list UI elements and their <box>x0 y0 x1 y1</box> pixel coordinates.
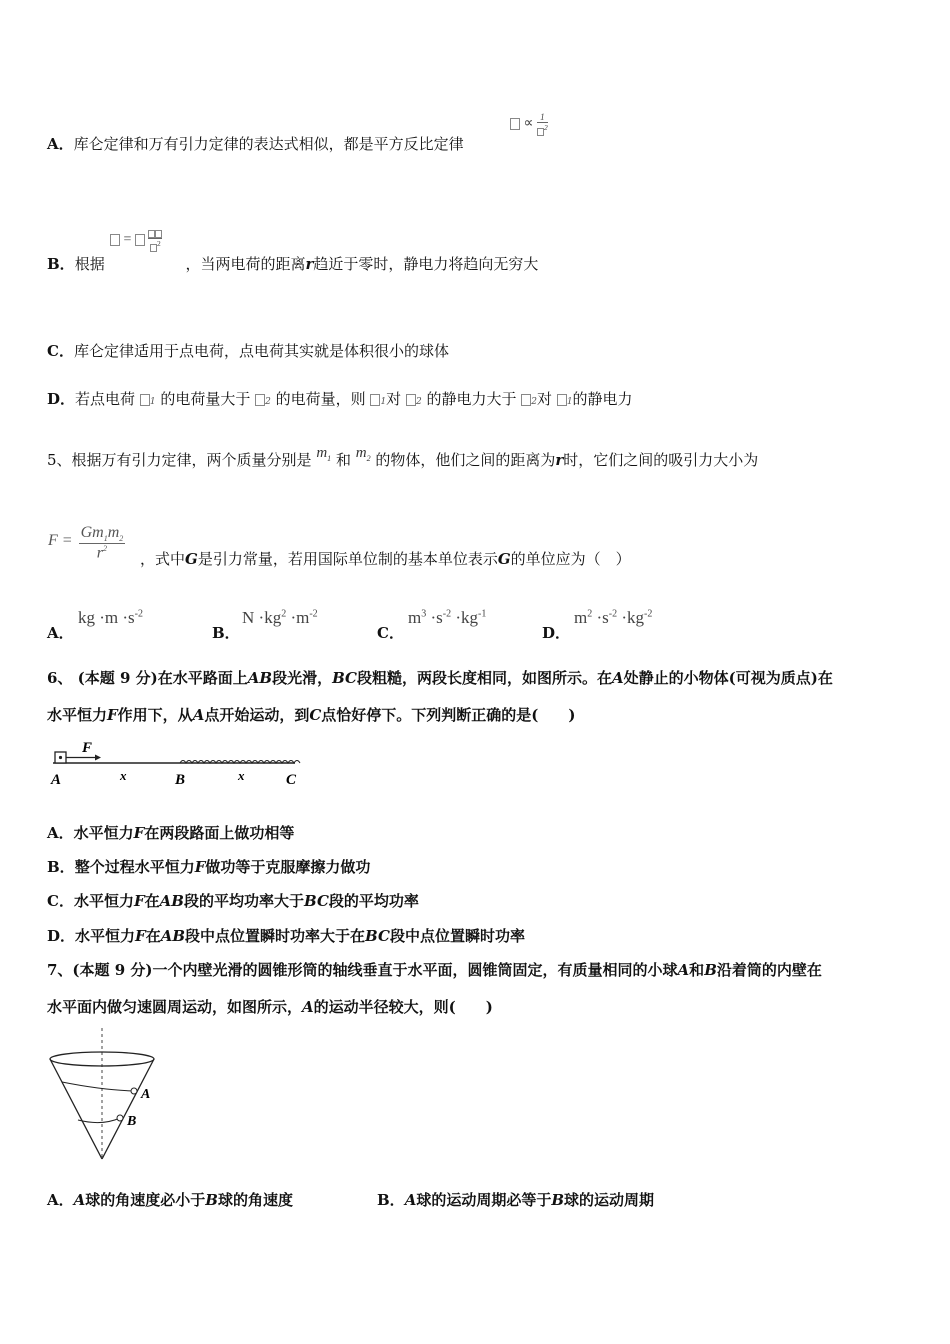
point-c-label: C <box>286 772 297 788</box>
q5-stem: 5、根据万有引力定律，两个质量分别是 $m_1$ 和 $m_2$ 的物体，他们之间的距离为r时，它们之间的吸引力大小为 <box>47 445 759 469</box>
rough-surface <box>180 761 300 764</box>
q7-cone-figure <box>42 1026 162 1166</box>
cone-right-wall <box>102 1059 154 1159</box>
q5-formula: F = $\frac{Gm_1m_2}{r^2}$ <box>48 524 124 562</box>
q4-option-d: D．若点电荷 1 的电荷量大于 2 的电荷量，则 1对 2 的静电力大于 2对 1的静电力 <box>47 390 633 408</box>
q6-option-b: B．整个过程水平恒力F做功等于克服摩擦力做功 <box>47 858 371 876</box>
q5-option-c-unit: $m^3 \cdot s^{-2} \cdot kg^{-1}$ <box>408 608 487 627</box>
ball-b <box>117 1115 123 1121</box>
q6-stem-line1: 6、 (本题 9 分)在水平路面上AB段光滑，BC段粗糙，两段长度相同，如图所示。在A处静止的小物体(可视为质点)在 <box>47 669 833 687</box>
q5-option-b-unit: $N \cdot kg^2 \cdot m^{-2}$ <box>242 608 318 627</box>
q6-stem-line2: 水平恒力F作用下，从A点开始运动，到C点恰好停下。下列判断正确的是( ) <box>47 706 576 724</box>
point-b-label: B <box>175 772 186 788</box>
orbit-b <box>78 1118 120 1123</box>
point-a-label: A <box>51 772 62 788</box>
q5-option-a-label: A． <box>47 624 74 642</box>
q4-a-formula: ∝ $\frac{1}{^2}$ <box>510 112 548 136</box>
q6-option-c: C．水平恒力F在AB段的平均功率大于BC段的平均功率 <box>47 892 419 910</box>
orbit-a <box>62 1082 134 1091</box>
q5-option-a-unit: kg $\cdot m \cdot s^{-2}$ <box>78 608 144 627</box>
q4-option-b: B．根据 ，当两电荷的距离r趋近于零时，静电力将趋向无穷大 <box>47 255 539 273</box>
ball-a <box>131 1088 137 1094</box>
cone-left-wall <box>50 1059 102 1159</box>
q5-option-d-unit: $m^2 \cdot s^{-2} \cdot kg^{-2}$ <box>574 608 653 627</box>
q6-option-d: D．水平恒力F在AB段中点位置瞬时功率大于在BC段中点位置瞬时功率 <box>47 927 525 945</box>
q6-track-figure <box>45 738 305 790</box>
q6-option-a: A．水平恒力F在两段路面上做功相等 <box>47 824 295 842</box>
force-label: F <box>82 740 93 756</box>
q4-b-formula: = $^2$ <box>110 228 162 252</box>
q7-option-b: B．A球的运动周期必等于B球的运动周期 <box>377 1191 655 1209</box>
segment-x-label-1: x <box>120 768 127 783</box>
ball-b-label: B <box>127 1114 137 1129</box>
q7-option-a: A．A球的角速度必小于B球的角速度 <box>47 1191 293 1209</box>
q5-formula-text: ，式中G是引力常量，若用国际单位制的基本单位表示G的单位应为（ ） <box>140 550 631 568</box>
q5-option-b-label: B． <box>212 624 240 642</box>
q7-stem-line2: 水平面内做匀速圆周运动，如图所示，A的运动半径较大，则( ) <box>47 998 493 1016</box>
q5-option-d-label: D． <box>542 624 571 642</box>
q4-option-a: A．库仑定律和万有引力定律的表达式相似，都是平方反比定律 <box>47 135 464 153</box>
q5-option-c-label: C． <box>377 624 404 642</box>
q7-stem-line1: 7、(本题 9 分)一个内壁光滑的圆锥形筒的轴线垂直于水平面，圆锥筒固定，有质量相同的小球A和B沿着筒的内壁在 <box>47 961 822 979</box>
segment-x-label-2: x <box>238 768 245 783</box>
q4-option-c: C．库仑定律适用于点电荷，点电荷其实就是体积很小的球体 <box>47 342 449 360</box>
ball-a-label: A <box>141 1087 151 1102</box>
